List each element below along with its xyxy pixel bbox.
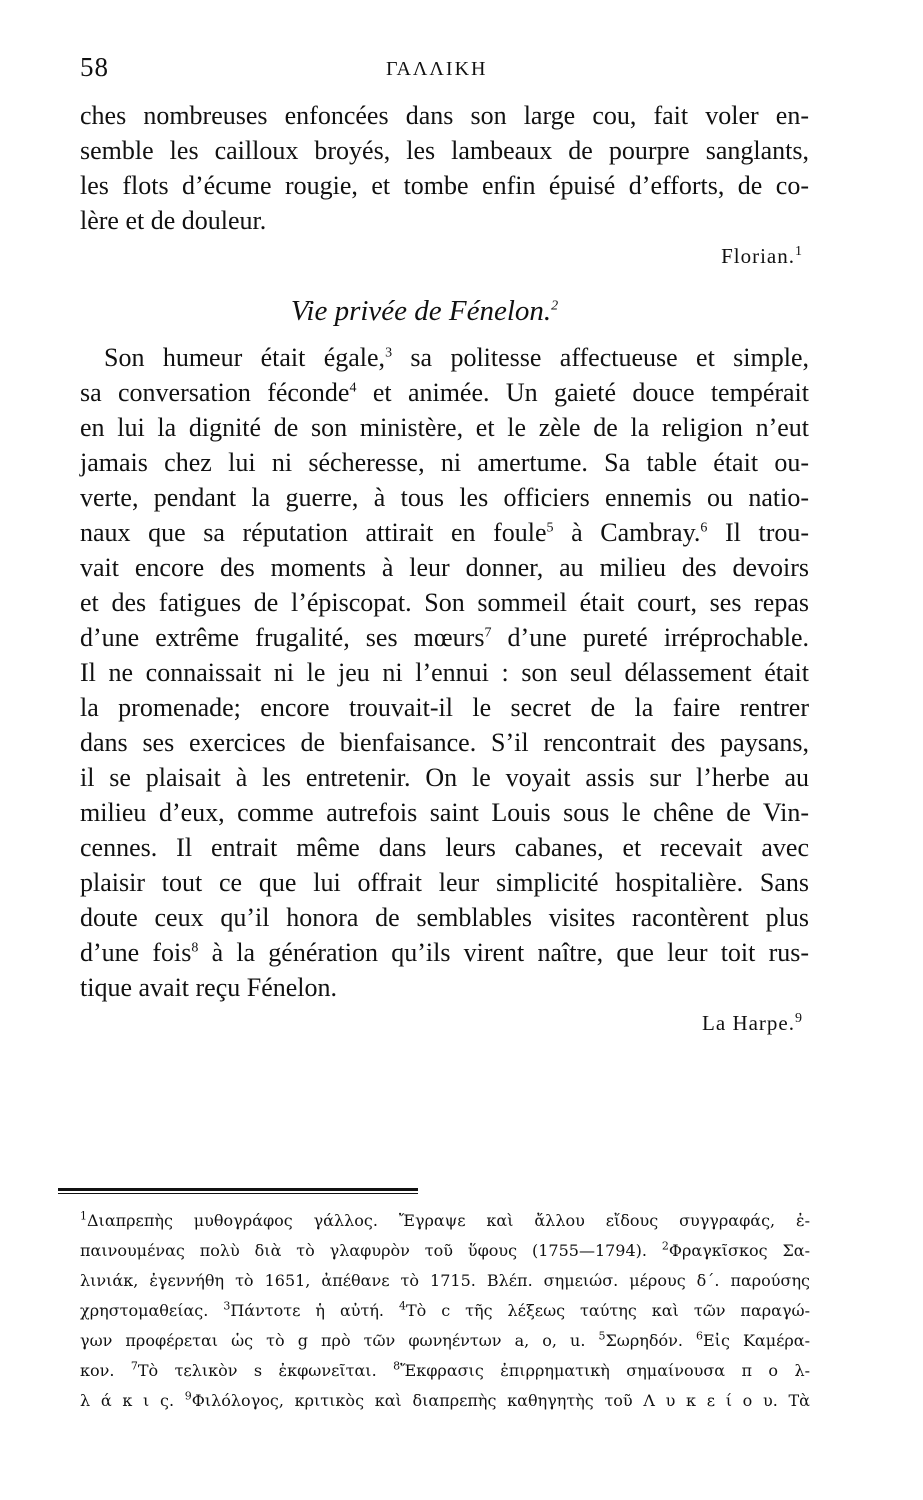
text-segment: Σωρηδόν.	[605, 1331, 696, 1350]
text-line	[80, 515, 809, 550]
author-attribution	[80, 1005, 809, 1041]
text-line: vait encore des moments à leur donner, au milieu des devoirs	[80, 553, 809, 582]
footnote-line	[80, 1206, 810, 1236]
text-segment: à Cambray.	[553, 518, 701, 547]
footnote-ref: 2	[551, 298, 559, 314]
text-segment: Ἔκφρασις ἐπιρρηματικὴ σημαίνουσα π ο λ-	[400, 1361, 811, 1380]
fenelon-passage	[80, 340, 809, 1041]
running-head: ΓΑΛΛΙΚΗ	[386, 58, 488, 80]
text-segment: χρηστομαθείας.	[80, 1301, 224, 1320]
text-segment: d’une fois	[80, 938, 192, 967]
text-segment: λ ά κ ι ς.	[80, 1391, 185, 1410]
text-line: les flots d’écume rougie, et tombe enfin épuisé d’efforts, de co-	[80, 171, 809, 200]
text-segment: κον.	[80, 1361, 131, 1380]
text-segment: naux que sa réputation attirait en foule	[80, 518, 547, 547]
text-line	[80, 340, 809, 375]
text-line: jamais chez lui ni sécheresse, ni amertume. Sa table était ou-	[80, 448, 809, 477]
footnote-number: 1	[80, 1209, 87, 1223]
text-line: en lui la dignité de son ministère, et le zèle de la religion n’eut	[80, 413, 809, 442]
text-segment: Εἰς Καμέρα-	[702, 1331, 811, 1350]
footnote-ref: 7	[484, 625, 492, 641]
text-line: et des fatigues de l’épiscopat. Son sommeil était court, ses repas	[80, 588, 809, 617]
footnotes	[80, 1206, 810, 1416]
section-title-text: Vie privée de Fénelon.	[290, 295, 552, 327]
text-line: Il ne connaissait ni le jeu ni l’ennui : son seul délassement était	[80, 658, 809, 687]
text-segment: et animée. Un gaieté douce tempérait	[356, 378, 809, 407]
text-line: plaisir tout ce que lui offrait leur simplicité hospitalière. Sans	[80, 868, 809, 897]
footnote-ref: 6	[700, 520, 708, 536]
footnote-number: 9	[184, 1389, 192, 1403]
footnote-ref: 4	[349, 380, 357, 396]
footnote-ref: 3	[385, 345, 393, 361]
text-line: ches nombreuses enfoncées dans son large cou, fait voler en-	[80, 101, 809, 130]
text-segment: Son humeur était égale,	[104, 343, 386, 372]
text-segment: sa conversation féconde	[80, 378, 350, 407]
text-segment: à la génération qu’ils virent naître, que leur toit rus-	[198, 938, 810, 967]
footnote-ref: 8	[191, 940, 199, 956]
text-line: verte, pendant la guerre, à tous les officiers ennemis ou natio-	[80, 483, 809, 512]
author-name: La Harpe.	[702, 1011, 795, 1035]
footnote-line	[80, 1236, 810, 1266]
footnote-number: 5	[598, 1329, 606, 1343]
section-title	[80, 286, 809, 336]
footnote-number: 6	[695, 1329, 703, 1343]
text-segment: d’une pureté irréprochable.	[491, 623, 809, 652]
footnote-line: λινιάκ, ἐγεννήθη τὸ 1651, ἀπέθανε τὸ 1715. Βλέπ. σημειώσ. μέρους δ΄. παρούσης	[80, 1271, 810, 1290]
text-segment: γων προφέρεται ὡς τὸ g πρὸ τῶν φωνηέντων a, o, u.	[80, 1331, 599, 1350]
footnote-number: 2	[661, 1239, 669, 1253]
text-line	[80, 620, 809, 655]
text-line	[80, 935, 809, 970]
text-segment: παινουμένας πολὺ διὰ τὸ γλαφυρὸν τοῦ ὕφους (1755—1794).	[80, 1241, 662, 1260]
text-line	[80, 375, 809, 410]
footnote-divider	[58, 1188, 418, 1194]
footnote-number: 7	[130, 1359, 138, 1373]
footnote-number: 3	[223, 1299, 231, 1313]
text-line: semble les cailloux broyés, les lambeaux de pourpre sanglants,	[80, 136, 809, 165]
page-number: 58	[80, 52, 109, 82]
text-line: cennes. Il entrait même dans leurs cabanes, et recevait avec	[80, 833, 809, 862]
text-segment: Φραγκῖσκος Σα-	[668, 1241, 810, 1260]
footnote-number: 8	[393, 1359, 401, 1373]
footnote-line	[80, 1296, 810, 1326]
footnote-ref: 5	[546, 520, 554, 536]
footnote-number: 4	[398, 1299, 406, 1313]
footnote-ref: 9	[795, 1011, 803, 1026]
author-attribution	[80, 238, 809, 274]
florian-passage	[80, 98, 809, 274]
text-line: la promenade; encore trouvait-il le secret de la faire rentrer	[80, 693, 809, 722]
footnote-line	[80, 1356, 810, 1386]
text-line: dans ses exercices de bienfaisance. S’il rencontrait des paysans,	[80, 728, 809, 757]
footnote-ref: 1	[795, 244, 803, 259]
main-text	[80, 98, 809, 1041]
author-name: Florian.	[721, 244, 795, 268]
footnote-line	[80, 1386, 810, 1416]
text-segment: Φιλόλογος, κριτικὸς καὶ διαπρεπὴς καθηγητὴς τοῦ Λ υ κ ε ί ο υ. Τὰ	[191, 1391, 810, 1410]
text-segment: sa politesse affectueuse et simple,	[392, 343, 809, 372]
text-line: il se plaisait à les entretenir. On le voyait assis sur l’herbe au	[80, 763, 809, 792]
text-segment: Τὸ c τῆς λέξεως ταύτης καὶ τῶν παραγώ-	[405, 1301, 810, 1320]
text-segment: Il trou-	[707, 518, 810, 547]
page-header	[80, 52, 810, 88]
text-segment: Τὸ τελικὸν s ἐκφωνεῖται.	[137, 1361, 394, 1380]
text-line: milieu d’eux, comme autrefois saint Louis sous le chêne de Vin-	[80, 798, 809, 827]
footnote-line	[80, 1326, 810, 1356]
text-line: doute ceux qu’il honora de semblables visites racontèrent plus	[80, 903, 809, 932]
text-segment: Διαπρεπὴς μυθογράφος γάλλος. Ἔγραψε καὶ ἄλλου εἴδους συγγραφάς, ἐ-	[87, 1211, 810, 1230]
text-line: lère et de douleur.	[80, 206, 267, 235]
text-segment: Πάντοτε ἡ αὐτή.	[230, 1301, 399, 1320]
text-line: tique avait reçu Fénelon.	[80, 973, 338, 1002]
text-segment: d’une extrême frugalité, ses mœurs	[80, 623, 485, 652]
